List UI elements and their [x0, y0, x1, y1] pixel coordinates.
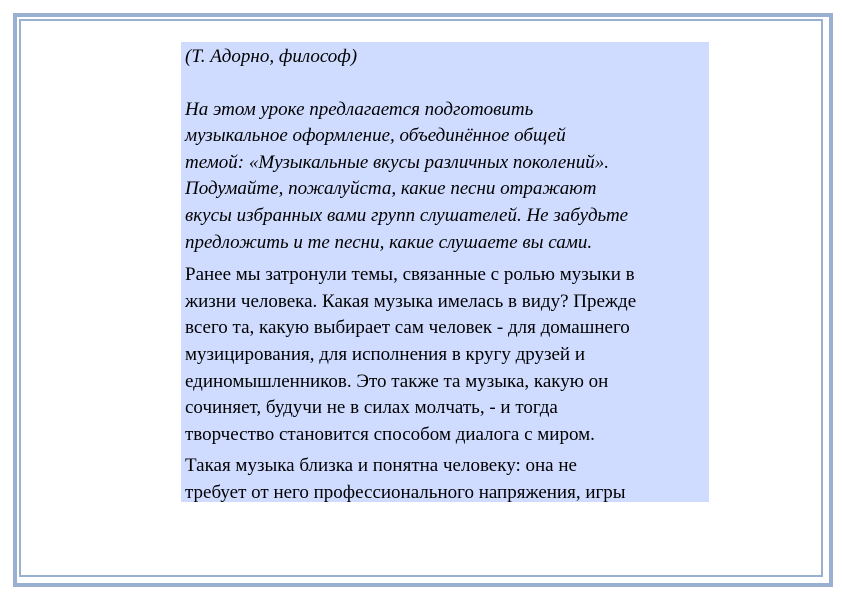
text-block: [181, 42, 709, 502]
body-paragraph-1: Ранее мы затронули темы, связанные с ролью музыки в жизни человека. Какая музыка имелась в виду? Прежде всего та, какую выбирает сам человек - для домашнего музицирования, для исполнения в кругу друзей и единомышленников. Это также та музыка, какую он сочиняет, будучи не в силах молчать, - и тогда творчество становится способом диалога с миром.: [185, 264, 637, 445]
attribution-text: (Т. Адорно, философ): [185, 46, 358, 67]
body-paragraph-2: Такая музыка близка и понятна человеку: она не требует от него профессионального напряжения, игры: [185, 455, 626, 502]
intro-paragraph: На этом уроке предлагается подготовить музыкальное оформление, объединённое общей темой: «Музыкальные вкусы различных поколений». Подумайте, пожалуйста, какие песни отражают вкусы избранных вами групп слушателей. Не забудьте предложить и те песни, какие слушаете вы сами.: [185, 98, 629, 253]
